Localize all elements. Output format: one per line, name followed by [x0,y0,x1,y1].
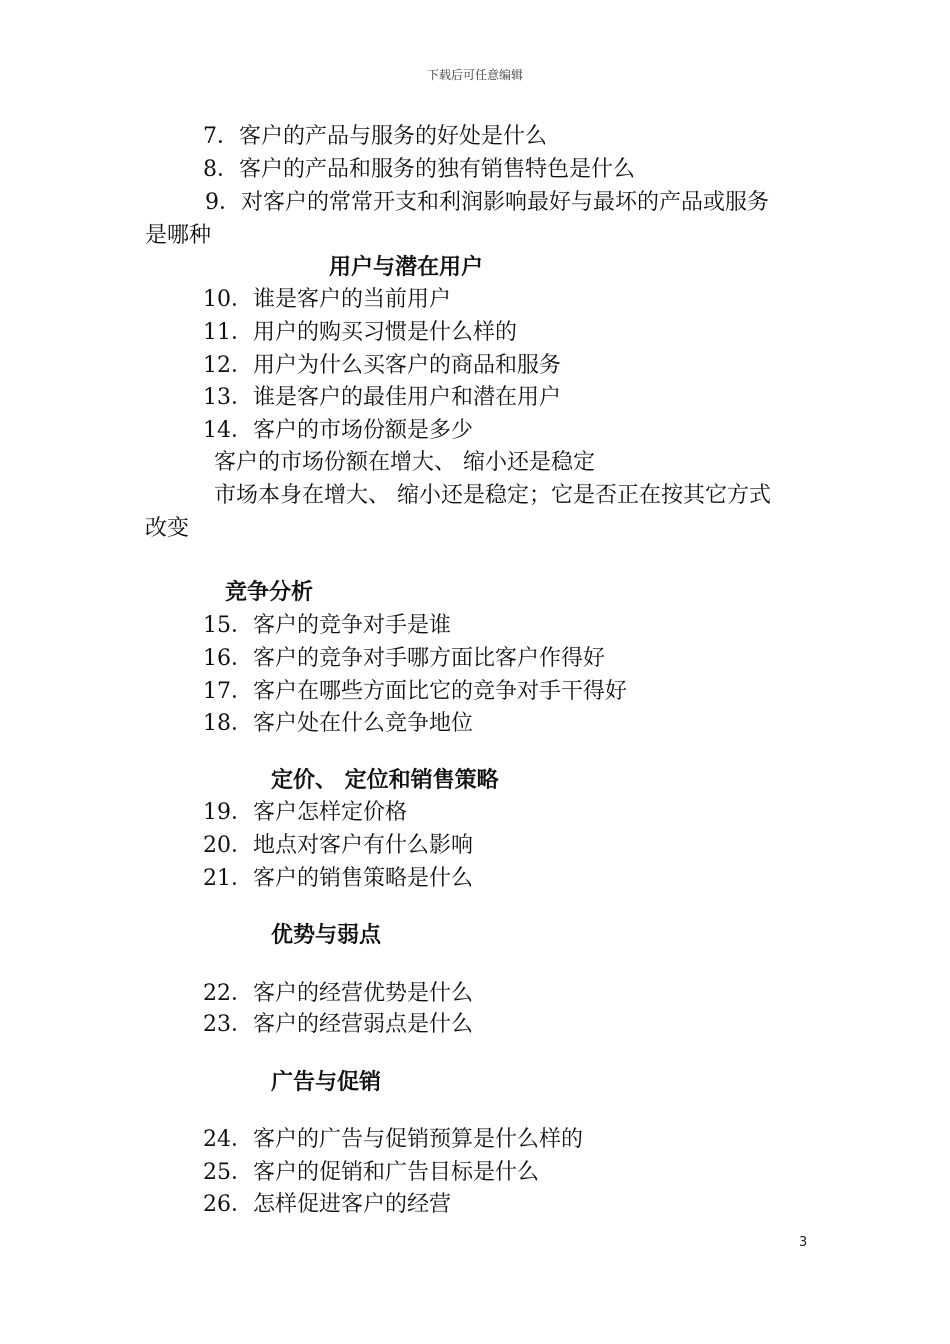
list-item [203,1192,451,1218]
item-text: 客户的产品与服务的好处是什么 [239,124,548,149]
list-item [203,800,407,826]
section-heading-advertising: 广告与促销 [271,1070,382,1095]
section-heading-pricing: 定价、 定位和销售策略 [271,768,499,793]
item-text: 客户的促销和广告目标是什么 [253,1160,540,1185]
item-text: 客户的经营弱点是什么 [253,1012,474,1037]
item-text: 客户的销售策略是什么 [253,866,474,891]
item-text: 地点对客户有什么影响 [253,833,474,858]
list-item [203,981,473,1007]
item-text: 客户的市场份额是多少 [253,418,474,443]
list-item [203,1012,473,1038]
list-item [203,385,561,411]
item-text: 客户的竞争对手哪方面比客户作得好 [253,646,606,671]
item-text: 客户的竞争对手是谁 [253,613,452,638]
item-text: 客户的经营优势是什么 [253,981,474,1006]
item-number: 17． [203,679,253,704]
item-number: 21． [203,866,253,891]
section-heading-users: 用户与潜在用户 [329,255,484,280]
item-number: 16． [203,646,253,671]
item-number: 14． [203,418,253,443]
list-item [203,287,451,313]
item-number: 13． [203,385,253,410]
item-number: 7． [203,124,239,149]
item-text: 对客户的常常开支和利润影响最好与最坏的产品或服务 [241,190,770,215]
item-number: 24． [203,1127,253,1152]
item-text: 客户的广告与促销预算是什么样的 [253,1127,584,1152]
sub-line-share-trend: 客户的市场份额在增大、 缩小还是稳定 [214,450,595,475]
list-item [203,418,473,444]
item-number: 20． [203,833,253,858]
item-number: 15． [203,613,253,638]
list-item [203,711,473,737]
list-item [203,1160,539,1186]
list-item [203,353,561,379]
item-number: 23． [203,1012,253,1037]
list-item [203,613,451,639]
item-number: 19． [203,800,253,825]
item-text: 客户怎样定价格 [253,800,408,825]
list-item [203,157,635,183]
item-text: 用户为什么买客户的商品和服务 [253,353,562,378]
list-item-continuation: 是哪种 [145,223,212,248]
item-number: 22． [203,981,253,1006]
page-header-note: 下载后可任意编辑 [426,68,523,82]
section-heading-competition: 竞争分析 [225,580,314,605]
list-item [203,1127,583,1153]
item-number: 9． [205,190,241,215]
list-item [203,679,627,705]
item-text: 谁是客户的最佳用户和潜在用户 [253,385,562,410]
sub-line-market-trend-continuation: 改变 [145,516,190,541]
list-item [203,320,517,346]
list-item [203,124,547,150]
list-item [205,190,769,216]
item-number: 11． [203,320,253,345]
sub-line-market-trend: 市场本身在增大、 缩小还是稳定；它是否正在按其它方式 [214,483,771,508]
item-number: 12． [203,353,253,378]
item-text: 谁是客户的当前用户 [253,287,452,312]
list-item [203,866,473,892]
item-text: 客户在哪些方面比它的竞争对手干得好 [253,679,628,704]
item-number: 26． [203,1192,253,1217]
item-number: 18． [203,711,253,736]
item-number: 10． [203,287,253,312]
item-text: 客户处在什么竞争地位 [253,711,474,736]
list-item [203,646,605,672]
item-text: 用户的购买习惯是什么样的 [253,320,518,345]
item-number: 25． [203,1160,253,1185]
item-text: 客户的产品和服务的独有销售特色是什么 [239,157,636,182]
page-number: 3 [799,1235,808,1250]
item-number: 8． [203,157,239,182]
list-item [203,833,473,859]
section-heading-strengths: 优势与弱点 [271,923,382,948]
item-text: 怎样促进客户的经营 [253,1192,452,1217]
